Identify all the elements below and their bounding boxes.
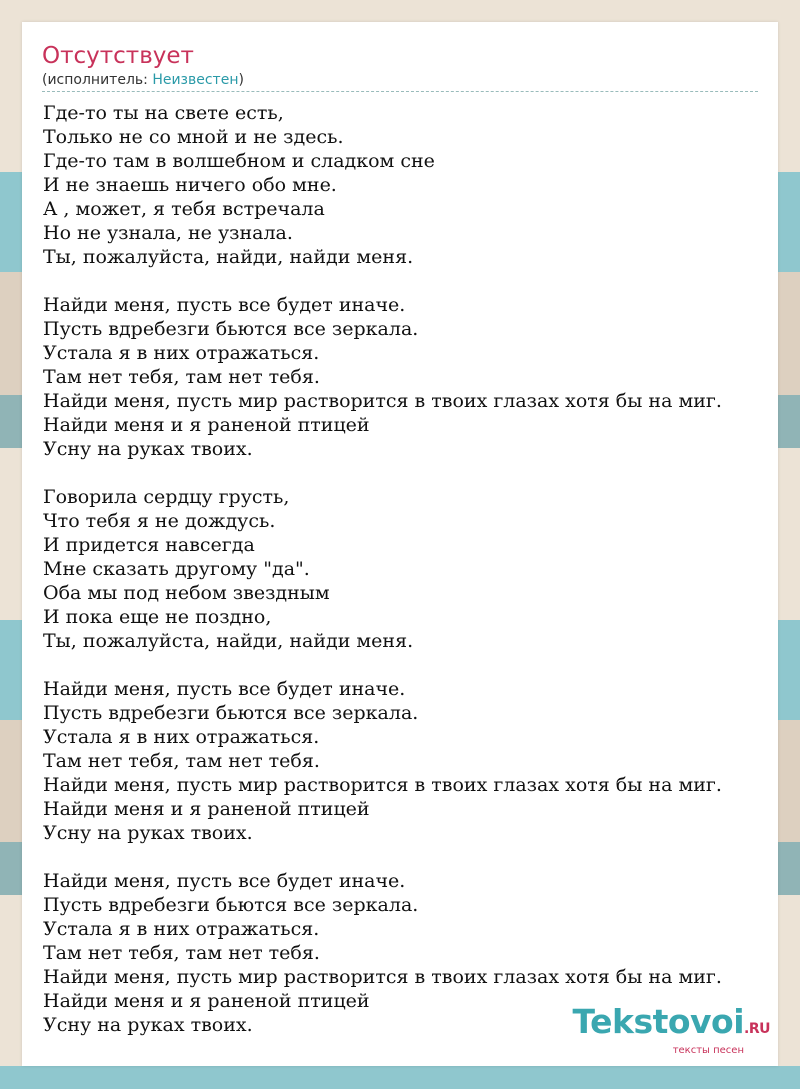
lyric-line: Там нет тебя, там нет тебя. [43,750,320,772]
logo-wordmark [572,1002,770,1046]
stanza [43,485,722,653]
lyric-line: Найди меня, пусть мир растворится в твоих глазах хотя бы на миг. [43,390,722,412]
lyric-line: Пусть вдребезги бьются все зеркала. [43,318,419,340]
lyric-line: И пока еще не поздно, [43,606,272,628]
lyrics-card [22,22,778,1066]
lyric-line: Найди меня и я раненой птицей [43,414,370,436]
lyric-line: Мне сказать другому "да". [43,558,310,580]
stanza [43,101,722,269]
lyric-line: Найди меня и я раненой птицей [43,990,370,1012]
artist-prefix: (исполнитель: [42,72,153,88]
lyric-line: Усну на руках твоих. [43,822,253,844]
lyric-line: Но не узнала, не узнала. [43,222,293,244]
lyric-line: Найди меня, пусть все будет иначе. [43,870,406,892]
lyric-line: Там нет тебя, там нет тебя. [43,366,320,388]
stanza [43,677,722,845]
lyric-line: Пусть вдребезги бьются все зеркала. [43,702,419,724]
lyric-line: Устала я в них отражаться. [43,726,320,748]
lyric-line: Ты, пожалуйста, найди, найди меня. [43,630,414,652]
stanza [43,293,722,461]
lyric-line: Говорила сердцу грусть, [43,486,290,508]
song-title: Отсутствует [42,43,194,69]
lyric-line: Где-то ты на свете есть, [43,102,284,124]
lyric-line: Ты, пожалуйста, найди, найди меня. [43,246,414,268]
logo-tld: .RU [744,1021,770,1037]
lyric-line: Найди меня, пусть мир растворится в твоих глазах хотя бы на миг. [43,966,722,988]
lyric-line: Найди меня, пусть мир растворится в твоих глазах хотя бы на миг. [43,774,722,796]
lyric-line: Найди меня, пусть все будет иначе. [43,294,406,316]
logo-tagline: тексты песен [672,1045,744,1056]
lyric-line: Оба мы под небом звездным [43,582,330,604]
site-logo[interactable] [572,1002,770,1056]
artist-link[interactable]: Неизвестен [152,72,239,88]
lyric-line: Там нет тебя, там нет тебя. [43,942,320,964]
lyric-line: Усну на руках твоих. [43,1014,253,1036]
lyrics-text [43,101,722,1061]
lyric-line: Только не со мной и не здесь. [43,126,344,148]
lyric-line: Найди меня и я раненой птицей [43,798,370,820]
lyric-line: Найди меня, пусть все будет иначе. [43,678,406,700]
lyric-line: А , может, я тебя встречала [43,198,325,220]
lyric-line: И придется навсегда [43,534,255,556]
lyric-line: Устала я в них отражаться. [43,342,320,364]
artist-suffix: ) [238,72,244,88]
lyric-line: Что тебя я не дождусь. [43,510,276,532]
lyric-line: Пусть вдребезги бьются все зеркала. [43,894,419,916]
lyric-line: Усну на руках твоих. [43,438,253,460]
lyric-line: Где-то там в волшебном и сладком сне [43,150,435,172]
logo-name: Tekstovoi [572,1002,745,1041]
lyric-line: Устала я в них отражаться. [43,918,320,940]
lyric-line: И не знаешь ничего обо мне. [43,174,337,196]
artist-line [42,71,758,92]
